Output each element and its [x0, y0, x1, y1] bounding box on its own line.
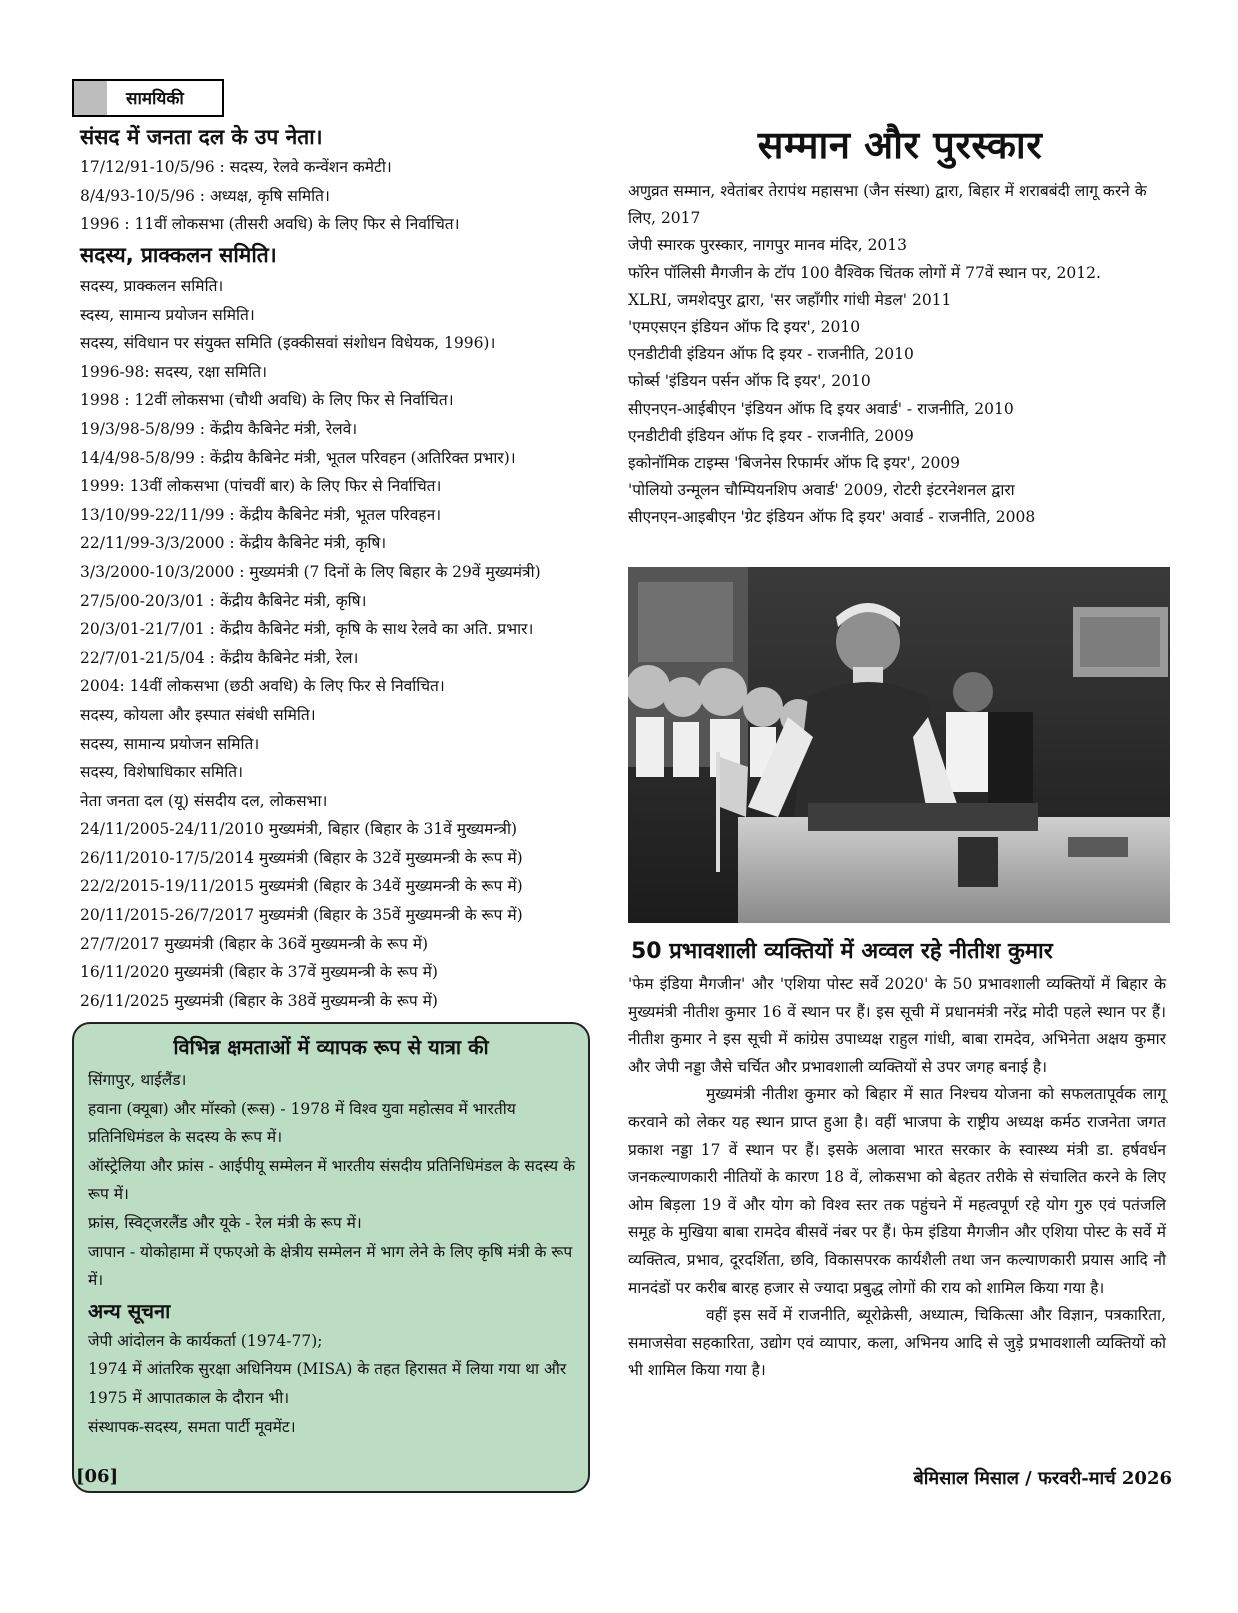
- list-item: स्दस्य, सामान्य प्रयोजन समिति।: [80, 305, 255, 324]
- list-item: 27/7/2017 मुख्यमंत्री (बिहार के 36वें मुख्यमन्त्री के रूप में): [80, 934, 429, 953]
- list-item: 1999: 13वीं लोकसभा (पांचवीं बार) के लिए फिर से निर्वाचित।: [80, 477, 442, 496]
- travel-item: हवाना (क्यूबा) और मॉस्को (रूस) - 1978 में विश्व युवा महोत्सव में भारतीय प्रतिनिधिमंडल के सदस्य के रूप में।: [88, 1099, 516, 1147]
- left-list-1: [80, 153, 600, 239]
- list-item: 1998 : 12वीं लोकसभा (चौथी अवधि) के लिए फिर से निर्वाचित।: [80, 391, 454, 410]
- article-paragraph: 'फेम इंडिया मैगजीन' और 'एशिया पोस्ट सर्वे 2020' के 50 प्रभावशाली व्यक्तियों में बिहार के मुख्यमंत्री नीतीश कुमार 16 वें स्थान पर हैं। इस सूची में प्रधानमंत्री नरेंद्र मोदी पहले स्थान पर हैं। नीतीश कुमार ने इस सूची में कांग्रेस उपाध्यक्ष राहुल गांधी, बाबा रामदेव, अभिनेता अक्षय कुमार और जेपी नड्डा जैसे चर्चित और प्रभावशाली व्यक्तियों से उपर जगह बनाई है।: [628, 975, 1166, 1076]
- list-item: 3/3/2000-10/3/2000 : मुख्यमंत्री (7 दिनों के लिए बिहार के 29वें मुख्यमंत्री): [80, 562, 541, 581]
- travel-item: जापान - योकोहामा में एफएओ के क्षेत्रीय सम्मेलन में भाग लेने के लिए कृषि मंत्री के रूप में।: [88, 1242, 573, 1290]
- travel-box-title: विभिन्न क्षमताओं में व्यापक रूप से यात्रा की: [173, 1035, 489, 1059]
- photo-illustration: [628, 567, 1170, 923]
- award-item: 'पोलियो उन्मूलन चौम्पियनशिप अवार्ड' 2009, रोटरी इंटरनेशनल द्वारा: [628, 481, 1015, 500]
- article-paragraph: वहीं इस सर्वे में राजनीति, ब्यूरोक्रेसी, अध्यात्म, चिकित्सा और विज्ञान, पत्रकारिता, समाजसेवा सहकारिता, उद्योग एवं व्यापार, कला, अभिनय आदि से जुड़े प्रभावशाली व्यक्तियों को भी शामिल किया गया है।: [628, 1306, 1166, 1380]
- other-info-item: 1974 में आंतरिक सुरक्षा अधिनियम (MISA) के तहत हिरासत में लिया गया था और 1975 में आपातकाल के दौरान भी।: [88, 1360, 567, 1407]
- magazine-footer: बेमिसाल मिसाल / फरवरी-मार्च 2026: [913, 1468, 1172, 1489]
- section-tag-label: सामयिकी: [126, 89, 184, 109]
- article-body: [628, 971, 1166, 1385]
- list-item: 8/4/93-10/5/96 : अध्यक्ष, कृषि समिति।: [80, 186, 330, 205]
- list-item: सदस्य, संविधान पर संयुक्त समिति (इक्कीसवां संशोधन विधेयक, 1996)।: [80, 334, 496, 353]
- list-item: 22/11/99-3/3/2000 : केंद्रीय कैबिनेट मंत्री, कृषि।: [80, 534, 387, 553]
- other-info-item: संस्थापक-सदस्य, समता पार्टी मूवमेंट।: [88, 1417, 296, 1436]
- list-item: 14/4/98-5/8/99 : केंद्रीय कैबिनेट मंत्री, भूतल परिवहन (अतिरिक्त प्रभार)।: [80, 448, 516, 467]
- list-item: 26/11/2025 मुख्यमंत्री (बिहार के 38वें मुख्यमन्त्री के रूप में): [80, 991, 438, 1010]
- list-item: 16/11/2020 मुख्यमंत्री (बिहार के 37वें मुख्यमन्त्री के रूप में): [80, 963, 438, 982]
- list-item: 20/3/01-21/7/01 : केंद्रीय कैबिनेट मंत्री, कृषि के साथ रेलवे का अति. प्रभार।: [80, 620, 534, 639]
- list-item: 19/3/98-5/8/99 : केंद्रीय कैबिनेट मंत्री, रेलवे।: [80, 419, 358, 438]
- awards-title: सम्मान और पुरस्कार: [757, 123, 1043, 167]
- section-tag: [72, 79, 224, 117]
- list-item: 17/12/91-10/5/96 : सदस्य, रेलवे कन्वेंशन कमेटी।: [80, 158, 392, 176]
- list-item: सदस्य, सामान्य प्रयोजन समिति।: [80, 734, 260, 753]
- section-tag-swatch: [74, 81, 107, 115]
- list-item: 22/7/01-21/5/04 : केंद्रीय कैबिनेट मंत्री, रेल।: [80, 648, 359, 667]
- left-heading-deputy-leader: संसद में जनता दल के उप नेता।: [80, 125, 323, 149]
- travel-item: सिंगापुर, थाईलैंड।: [88, 1071, 187, 1089]
- award-item: एनडीटीवी इंडियन ऑफ दि इयर - राजनीति, 2009: [628, 426, 914, 445]
- list-item: 1996-98: सदस्य, रक्षा समिति।: [80, 362, 268, 381]
- page-number: [06]: [76, 1466, 119, 1487]
- other-info-item: जेपी आंदोलन के कार्यकर्ता (1974-77);: [88, 1331, 323, 1350]
- award-item: एनडीटीवी इंडियन ऑफ दि इयर - राजनीति, 2010: [628, 345, 914, 364]
- award-item: फोर्ब्स 'इंडियन पर्सन ऑफ दि इयर', 2010: [628, 372, 871, 391]
- list-item: 2004: 14वीं लोकसभा (छठी अवधि) के लिए फिर से निर्वाचित।: [80, 677, 445, 696]
- news-photo: [628, 567, 1170, 923]
- award-item: इकोनॉमिक टाइम्स 'बिजनेस रिफार्मर ऑफ दि इयर', 2009: [628, 454, 961, 473]
- other-info-heading: अन्य सूचना: [88, 1298, 171, 1323]
- left-heading-estimates-committee: सदस्य, प्राक्कलन समिति।: [80, 243, 277, 267]
- article-paragraph: मुख्यमंत्री नीतीश कुमार को बिहार में सात निश्चय योजना को सफलतापूर्वक लागू करवाने को लेकर यह स्थान प्राप्त हुआ है। वहीं भाजपा के राष्ट्रीय अध्यक्ष कर्मठ राजनेता जगत प्रकाश नड्डा 17 वें स्थान पर हैं। इसके अलावा भारत सरकार के स्वास्थ्य मंत्री डा. हर्षवर्धन जनकल्याणकारी नीतियों के कारण 18 वें, लोकसभा को बेहतर तरीके से संचालित करने के लिए ओम बिड़ला 19 वें और योग को विश्व स्तर तक पहुंचने में महत्वपूर्ण रहे योग गुरु एवं पतंजलि समूह के मुखिया बाबा रामदेव बीसवें नंबर पर हैं। फेम इंडिया मैगजीन और एशिया पोस्ट के सर्वे में व्यक्तित्व, प्रभाव, दूरदर्शिता, छवि, विकासपरक कार्यशैली तथा जन कल्याणकारी प्रयास आदि नौ मानदंडों पर करीब बारह हजार से ज्यादा प्रबुद्ध लोगों की राय को शामिल किया गया है।: [628, 1085, 1166, 1297]
- list-item: सदस्य, कोयला और इस्पात संबंधी समिति।: [80, 705, 316, 724]
- list-item: सदस्य, प्राक्कलन समिति।: [80, 277, 224, 295]
- list-item: 26/11/2010-17/5/2014 मुख्यमंत्री (बिहार के 32वें मुख्यमन्त्री के रूप में): [80, 848, 523, 867]
- list-item: 1996 : 11वीं लोकसभा (तीसरी अवधि) के लिए फिर से निर्वाचित।: [80, 215, 460, 234]
- award-item: सीएनएन-आईबीएन 'इंडियन ऑफ दि इयर अवार्ड' - राजनीति, 2010: [628, 399, 1014, 418]
- travel-box-content: [88, 1066, 578, 1441]
- travel-item: फ्रांस, स्विट्जरलैंड और यूके - रेल मंत्री के रूप में।: [88, 1213, 362, 1232]
- awards-list: [628, 178, 1168, 532]
- left-list-2: [80, 272, 600, 1015]
- travel-item: ऑस्ट्रेलिया और फ्रांस - आईपीयू सम्मेलन में भारतीय संसदीय प्रतिनिधिमंडल के सदस्य के रूप में।: [88, 1156, 575, 1204]
- award-item: सीएनएन-आइबीएन 'ग्रेट इंडियन ऑफ दि इयर' अवार्ड - राजनीति, 2008: [628, 508, 1036, 527]
- award-item: अणुव्रत सम्मान, श्वेतांबर तेरापंथ महासभा (जैन संस्था) द्वारा, बिहार में शराबबंदी लागू करने के लिए, 2017: [628, 182, 1147, 228]
- list-item: सदस्य, विशेषाधिकार समिति।: [80, 763, 243, 782]
- article-title: 50 प्रभावशाली व्यक्तियों में अव्वल रहे नीतीश कुमार: [631, 939, 1053, 964]
- list-item: 22/2/2015-19/11/2015 मुख्यमंत्री (बिहार के 34वें मुख्यमन्त्री के रूप में): [80, 877, 523, 896]
- list-item: नेता जनता दल (यू) संसदीय दल, लोकसभा।: [80, 791, 328, 810]
- list-item: 13/10/99-22/11/99 : केंद्रीय कैबिनेट मंत्री, भूतल परिवहन।: [80, 505, 442, 524]
- award-item: 'एमएसएन इंडियन ऑफ दि इयर', 2010: [628, 318, 861, 337]
- list-item: 24/11/2005-24/11/2010 मुख्यमंत्री, बिहार (बिहार के 31वें मुख्यमन्त्री): [80, 820, 518, 839]
- award-item: फॉरेन पॉलिसी मैगजीन के टॉप 100 वैश्विक चिंतक लोगों में 77वें स्थान पर, 2012.: [628, 263, 1101, 282]
- list-item: 27/5/00-20/3/01 : केंद्रीय कैबिनेट मंत्री, कृषि।: [80, 591, 367, 610]
- award-item: XLRI, जमशेदपुर द्वारा, 'सर जहाँगीर गांधी मेडल' 2011: [628, 290, 952, 309]
- list-item: 20/11/2015-26/7/2017 मुख्यमंत्री (बिहार के 35वें मुख्यमन्त्री के रूप में): [80, 906, 523, 925]
- award-item: जेपी स्मारक पुरस्कार, नागपुर मानव मंदिर, 2013: [628, 236, 908, 255]
